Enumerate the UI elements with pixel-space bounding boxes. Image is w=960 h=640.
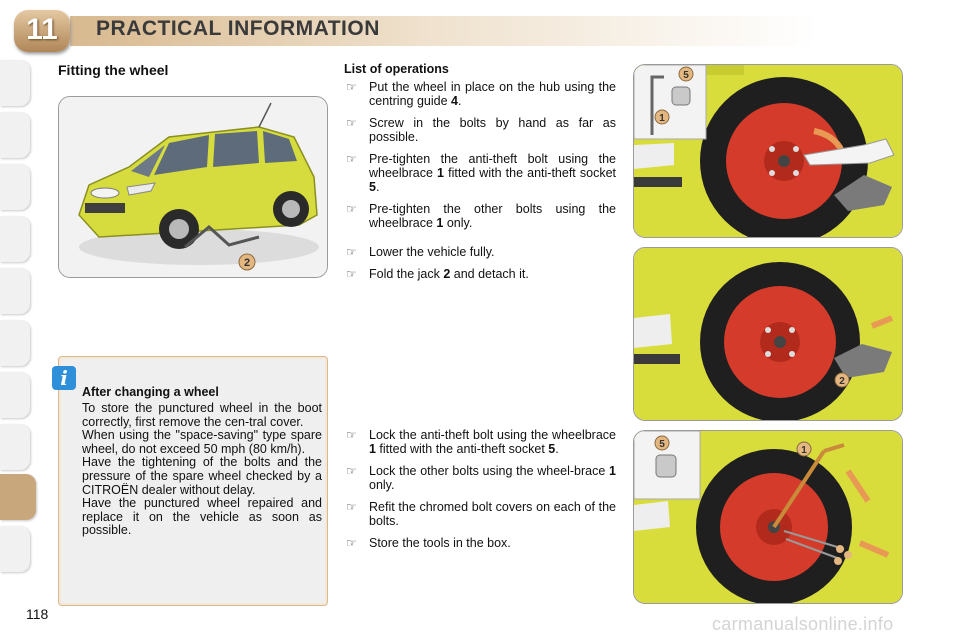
operation-item: ☞ Put the wheel in place on the hub using the centring guide 4. bbox=[346, 80, 616, 108]
callout-5: 5 bbox=[659, 439, 665, 450]
operation-item: ☞ Fold the jack 2 and detach it. bbox=[346, 267, 529, 281]
operations-group-1 bbox=[344, 80, 616, 238]
chapter-tab[interactable] bbox=[0, 268, 30, 314]
chapter-tab[interactable] bbox=[0, 112, 30, 158]
chapter-tab[interactable] bbox=[0, 320, 30, 366]
operation-item: ☞ Screw in the bolts by hand as far as possible. bbox=[346, 116, 616, 144]
chapter-tabs bbox=[0, 60, 34, 580]
chapter-tab[interactable] bbox=[0, 424, 30, 470]
pointing-hand-icon: ☞ bbox=[346, 464, 357, 478]
operation-item: ☞ Store the tools in the box. bbox=[346, 536, 511, 550]
operations-group-3 bbox=[344, 428, 616, 558]
operation-item: ☞ Lock the other bolts using the wheel-brace 1 only. bbox=[346, 464, 616, 492]
operations-title: List of operations bbox=[344, 62, 449, 76]
pointing-hand-icon: ☞ bbox=[346, 80, 357, 94]
callout-2: 2 bbox=[839, 376, 845, 387]
info-paragraph: To store the punctured wheel in the boot correctly, first remove the cen-tral cover. bbox=[82, 401, 322, 429]
page-number: 118 bbox=[26, 606, 49, 622]
operation-item: ☞ Pre-tighten the other bolts using the wheelbrace 1 only. bbox=[346, 202, 616, 230]
chapter-tab[interactable] bbox=[0, 164, 30, 210]
chapter-tab[interactable] bbox=[0, 60, 30, 106]
chapter-tab-active[interactable] bbox=[0, 474, 36, 520]
chapter-tab[interactable] bbox=[0, 526, 30, 572]
info-paragraph: Have the punctured wheel repaired and replace it on the vehicle as soon as possible. bbox=[82, 496, 322, 538]
pointing-hand-icon: ☞ bbox=[346, 536, 357, 550]
info-icon: i bbox=[52, 366, 76, 390]
wheel-photo-lock bbox=[633, 430, 903, 604]
chapter-tab[interactable] bbox=[0, 216, 30, 262]
callout-5: 5 bbox=[683, 70, 689, 81]
info-title: After changing a wheel bbox=[82, 385, 219, 399]
info-paragraph: When using the "space-saving" type spare wheel, do not exceed 50 mph (80 km/h). bbox=[82, 428, 322, 456]
operation-item: ☞ Pre-tighten the anti-theft bolt using the wheelbrace 1 fitted with the anti-theft socket 5. bbox=[346, 152, 616, 194]
operations-group-2 bbox=[344, 245, 616, 289]
pointing-hand-icon: ☞ bbox=[346, 152, 357, 166]
section-title: Fitting the wheel bbox=[58, 62, 169, 78]
operation-item: ☞ Refit the chromed bolt covers on each of the bolts. bbox=[346, 500, 616, 528]
pointing-hand-icon: ☞ bbox=[346, 202, 357, 216]
info-text bbox=[82, 402, 322, 538]
car-illustration bbox=[58, 96, 328, 278]
chapter-tab[interactable] bbox=[0, 372, 30, 418]
pointing-hand-icon: ☞ bbox=[346, 116, 357, 130]
pointing-hand-icon: ☞ bbox=[346, 245, 357, 259]
info-paragraph: Have the tightening of the bolts and the pressure of the spare wheel checked by a CITROËN dealer without delay. bbox=[82, 455, 322, 497]
operation-item: ☞ Lock the anti-theft bolt using the wheelbrace 1 fitted with the anti-theft socket 5. bbox=[346, 428, 616, 456]
pointing-hand-icon: ☞ bbox=[346, 267, 357, 281]
callout-1: 1 bbox=[659, 113, 665, 124]
pointing-hand-icon: ☞ bbox=[346, 500, 357, 514]
callout-2: 2 bbox=[243, 257, 251, 269]
callout-1: 1 bbox=[801, 445, 807, 456]
chapter-number: 11 bbox=[26, 13, 58, 46]
wheel-photo-tighten bbox=[633, 64, 903, 238]
pointing-hand-icon: ☞ bbox=[346, 428, 357, 442]
operation-item: ☞ Lower the vehicle fully. bbox=[346, 245, 495, 259]
wheel-photo-lower bbox=[633, 247, 903, 421]
watermark: carmanualsonline.info bbox=[712, 614, 894, 634]
page-title: PRACTICAL INFORMATION bbox=[96, 17, 380, 40]
